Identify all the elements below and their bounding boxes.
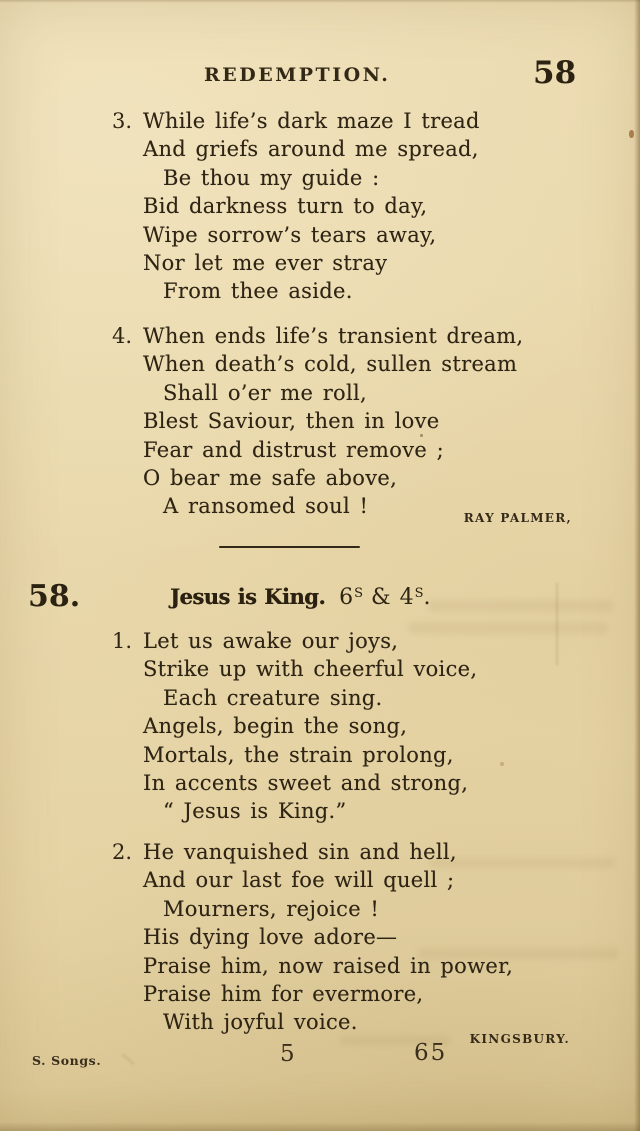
verse-4 (0, 322, 640, 521)
meter-superscript: S (414, 586, 424, 601)
verse-number: 4. (112, 324, 133, 348)
verse-line: With joyful voice. (163, 1010, 358, 1035)
paper-crease (121, 1053, 135, 1065)
verse-line: Mourners, rejoice ! (163, 896, 380, 921)
footer-series-label: S. Songs. (32, 1053, 102, 1068)
running-title: REDEMPTION. (204, 64, 391, 86)
meter-superscript: S (354, 586, 364, 601)
verse-line: Let us awake our joys, (143, 629, 399, 653)
verse-3 (0, 107, 640, 306)
footer-page-number: 65 (414, 1040, 448, 1066)
verse-line: Praise him for evermore, (143, 982, 424, 1007)
page-number-top: 58 (533, 55, 577, 91)
verse-line: A ransomed soul ! (163, 494, 369, 519)
verse-number: 3. (112, 109, 133, 133)
author-attribution: KINGSBURY. (469, 1032, 570, 1046)
page-edge-bottom (0, 1122, 640, 1131)
verse-line: Be thou my guide : (163, 165, 380, 190)
verse-line: Fear and distrust remove ; (143, 437, 444, 462)
verse-line: His dying love adore— (143, 925, 398, 950)
verse-line: Blest Saviour, then in love (143, 409, 440, 434)
verse-line: Each creature sing. (163, 685, 383, 710)
verse-line: O bear me safe above, (143, 466, 398, 491)
verse-line: Wipe sorrow’s tears away, (143, 222, 437, 247)
meter-period: . (423, 585, 432, 610)
verse-line: Angels, begin the song, (143, 714, 408, 739)
section-divider (219, 546, 360, 548)
verse-line: “ Jesus is King.” (163, 799, 347, 824)
verse-1 (0, 627, 640, 826)
verse-line: He vanquished sin and hell, (143, 840, 457, 864)
verse-line: Strike up with cheerful voice, (143, 657, 478, 682)
verse-line: And our last foe will quell ; (143, 868, 455, 893)
verse-line: Shall o’er me roll, (163, 380, 368, 405)
verse-2 (0, 838, 640, 1037)
verse-line: When ends life’s transient dream, (143, 324, 524, 348)
hymn-title-group (170, 584, 432, 610)
verse-number: 2. (112, 840, 133, 864)
meter-number: & 4 (363, 585, 415, 610)
verse-number: 1. (112, 629, 133, 653)
hymn-meter (339, 585, 431, 610)
meter-number: 6 (339, 585, 355, 610)
page-edge-top (0, 0, 640, 3)
verse-line: From thee aside. (163, 279, 353, 304)
verse-line: In accents sweet and strong, (143, 771, 469, 796)
verse-line: Nor let me ever stray (143, 251, 388, 276)
hymn-title: Jesus is King. (170, 584, 326, 609)
verse-line: Mortals, the strain prolong, (143, 742, 454, 767)
author-attribution: RAY PALMER, (463, 511, 572, 525)
verse-line: When death’s cold, sullen stream (143, 352, 518, 377)
hymn-number: 58. (28, 579, 81, 614)
footer-signature-number: 5 (280, 1041, 295, 1067)
verse-line: And griefs around me spread, (143, 137, 479, 162)
verse-line: Praise him, now raised in power, (143, 953, 514, 978)
verse-line: While life’s dark maze I tread (143, 109, 480, 133)
ink-bleedthrough (428, 600, 613, 612)
verse-line: Bid darkness turn to day, (143, 194, 428, 219)
